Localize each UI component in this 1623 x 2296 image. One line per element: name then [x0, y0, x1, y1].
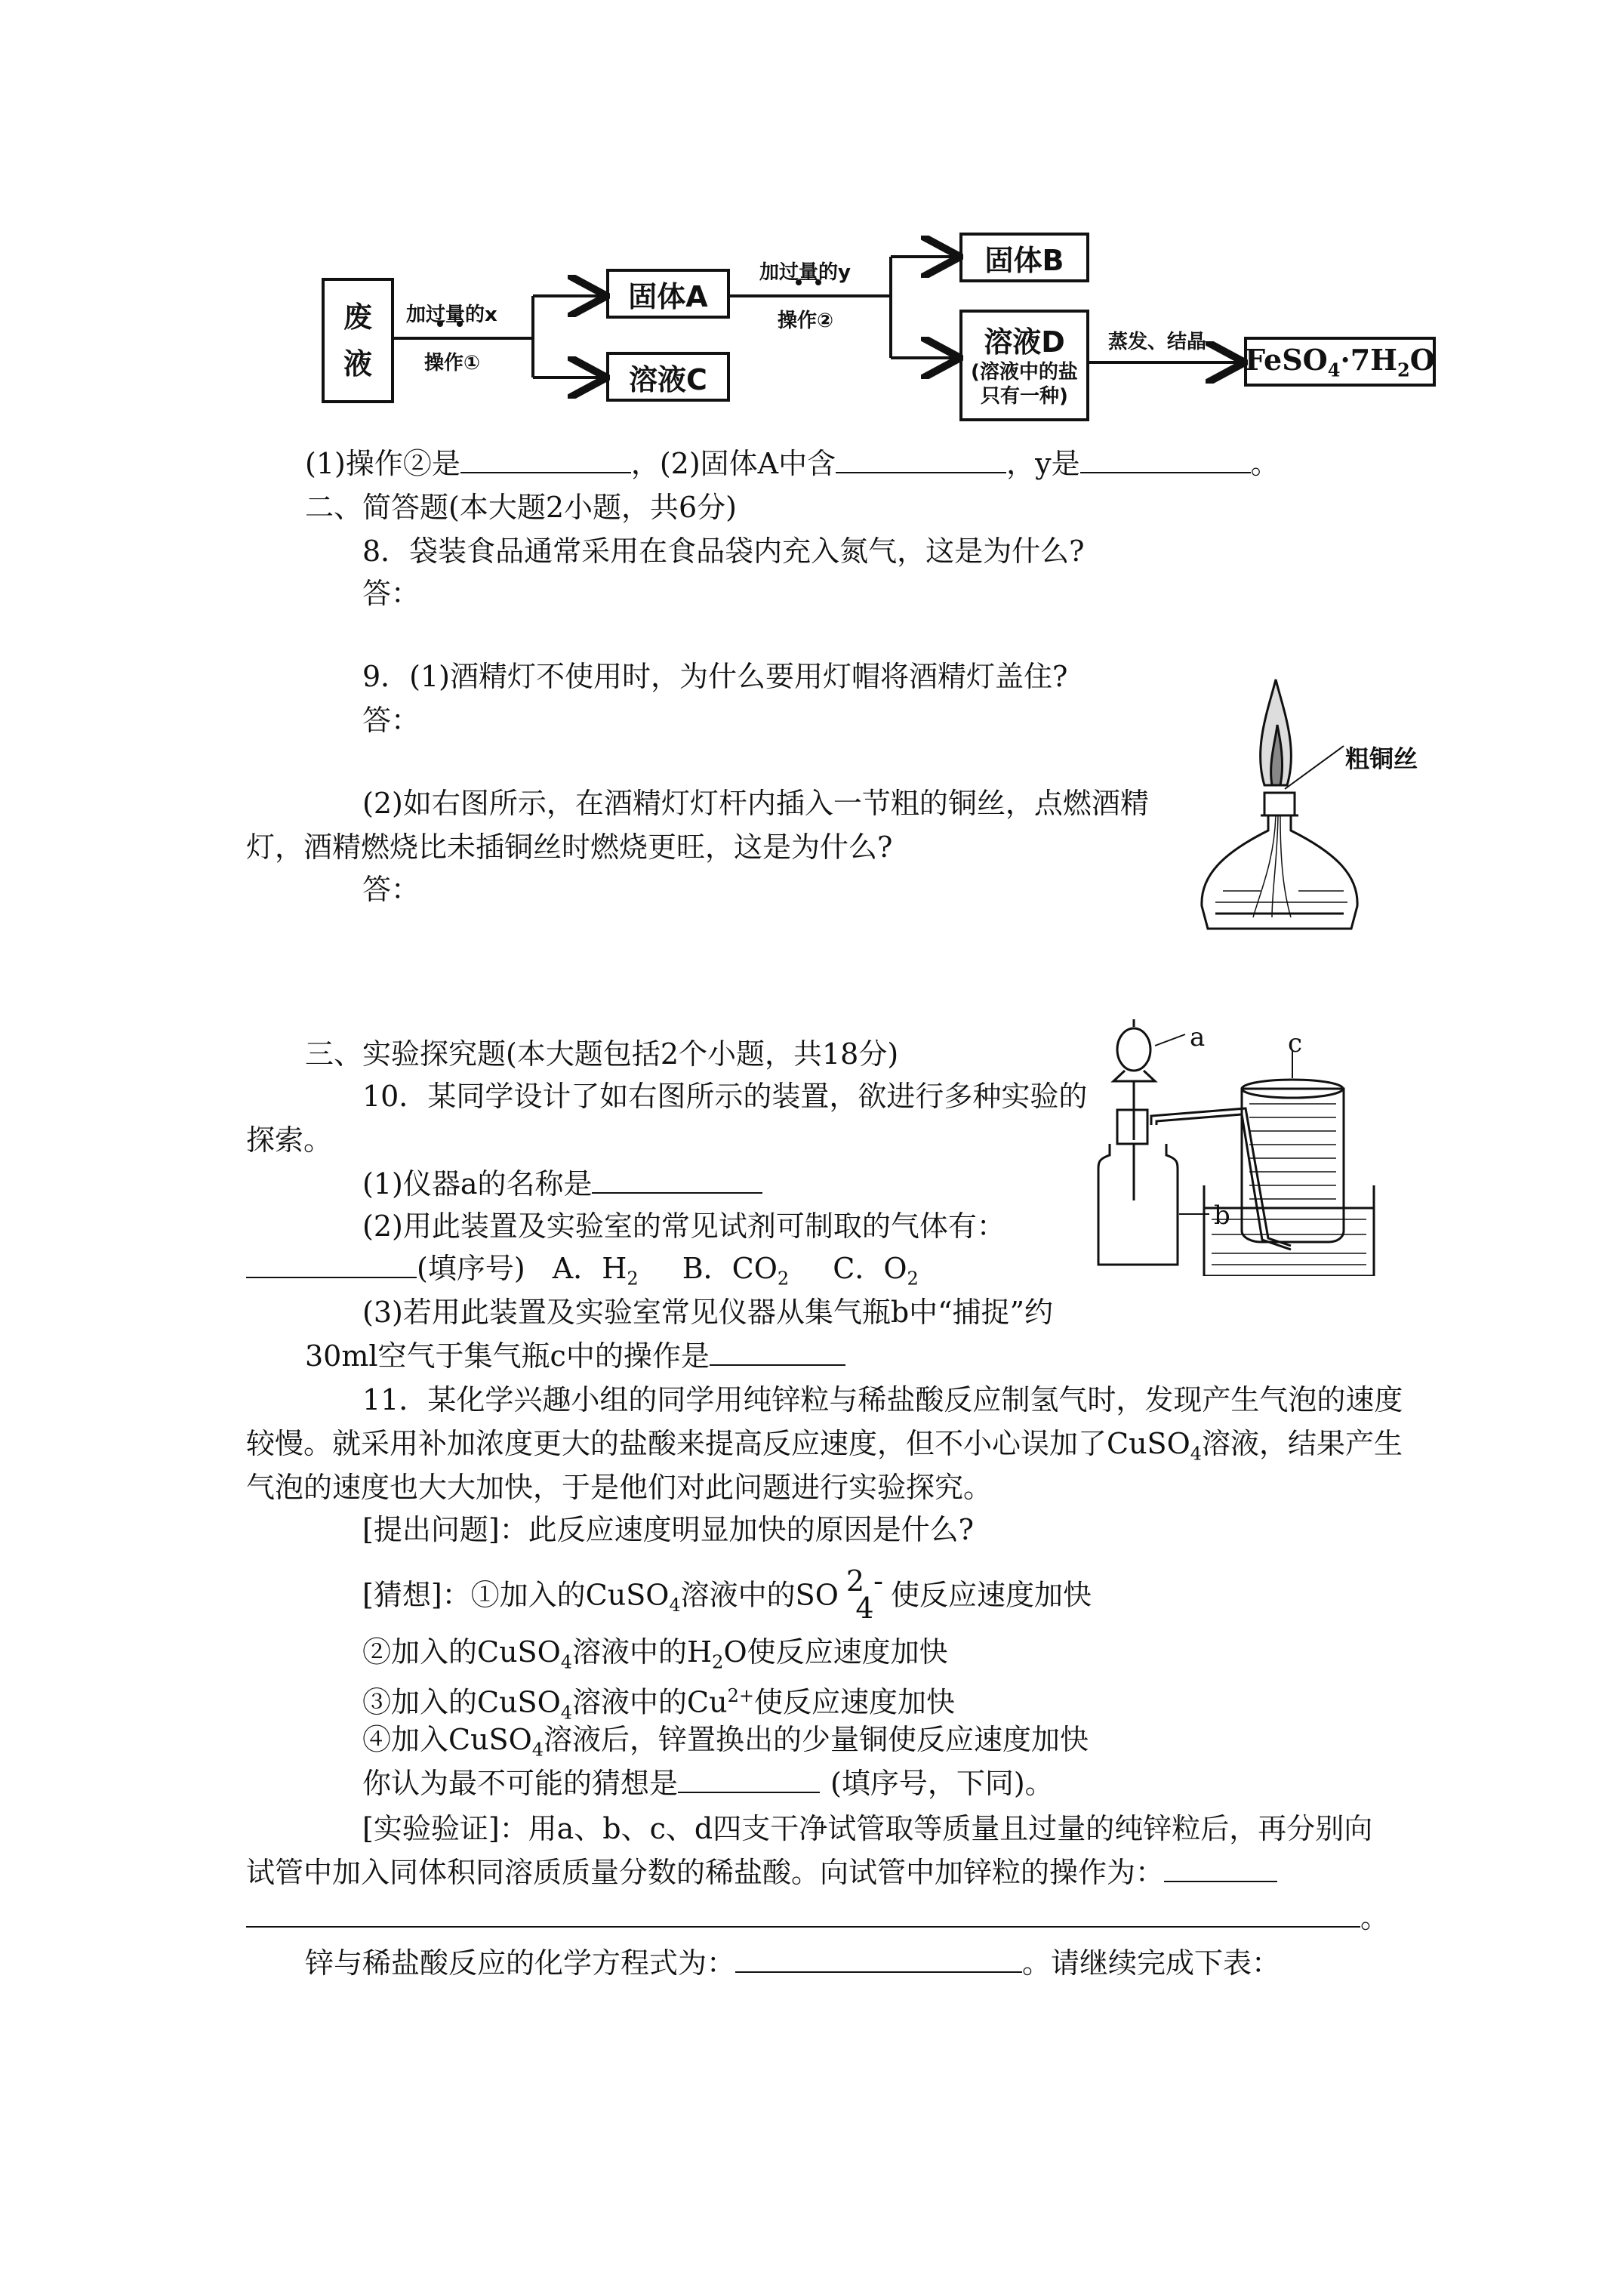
- q8-text: 8．袋装食品通常采用在食品袋内充入氮气，这是为什么?: [362, 535, 1085, 568]
- q9-2-text-a: (2)如右图所示，在酒精灯灯杆内插入一节粗的铜丝，点燃酒精: [362, 787, 1149, 820]
- waste-char-1: 废: [343, 300, 372, 334]
- verify-line-2: 。: [246, 1900, 1389, 1936]
- blank-least-likely[interactable]: [678, 1766, 820, 1793]
- blank-zinc-operation-2[interactable]: [246, 1900, 1360, 1928]
- solution-d-note-1: (溶液中的盐: [971, 361, 1078, 384]
- blank-operation2[interactable]: [460, 446, 631, 473]
- verify-text-a: [实验验证]：用a、b、c、d四支干净试管取等质量且过量的纯锌粒后，再分别向: [362, 1812, 1373, 1845]
- blank-gases[interactable]: [246, 1251, 417, 1278]
- blank-solid-a[interactable]: [836, 446, 1006, 473]
- q9-1-answer: 答：: [362, 704, 420, 737]
- waste-char-2: 液: [343, 347, 372, 381]
- section3-title: 三、实验探究题(本大题包括2个小题，共18分): [305, 1037, 899, 1071]
- step1-reagent: 加过量的x: [406, 304, 497, 326]
- step3-operation: 蒸发、结晶: [1108, 331, 1207, 353]
- blank-zinc-operation-1[interactable]: [1164, 1855, 1277, 1882]
- step1-operation: 操作①: [424, 352, 481, 374]
- q9-2-text-b: 灯，酒精燃烧比未插铜丝时燃烧更旺，这是为什么?: [246, 831, 893, 864]
- q10-text-b: 探索。: [246, 1123, 333, 1157]
- q8-answer: 答：: [362, 577, 420, 610]
- blank-capture-operation[interactable]: [710, 1339, 845, 1366]
- blank-equation[interactable]: [735, 1946, 1022, 1973]
- q9-2-answer: 答：: [362, 873, 420, 906]
- q11-text-b: 较慢。就采用补加浓度更大的盐酸来提高反应速度，但不小心误加了CuSO$_4$溶液，结果产生: [246, 1427, 1403, 1465]
- guess-1: [猜想]：①加入的CuSO$_4$溶液中的SO 2 - 4 使反应速度加快: [362, 1564, 1092, 1625]
- guess-3: ③加入的CuSO$_4$溶液中的$Cu^{2+}$使反应速度加快: [362, 1685, 955, 1724]
- q7-answer-line: (1)操作②是 ，(2)固体A中含 ，y是 。: [305, 447, 1280, 480]
- q10-3-b: 30ml空气于集气瓶c中的操作是: [305, 1338, 845, 1374]
- step2-reagent: 加过量的y: [759, 261, 851, 284]
- label-a: a: [1190, 1022, 1206, 1052]
- verify-text-b: 试管中加入同体积同溶质质量分数的稀盐酸。向试管中加锌粒的操作为：: [246, 1854, 1277, 1891]
- q10-2: (2)用此装置及实验室的常见试剂可制取的气体有：: [362, 1210, 1006, 1243]
- equation-line: 锌与稀盐酸反应的化学方程式为： 。请继续完成下表：: [305, 1946, 1281, 1980]
- q9-1-text: 9．(1)酒精灯不使用时，为什么要用灯帽将酒精灯盖住?: [362, 660, 1068, 693]
- least-likely-line: 你认为最不可能的猜想是 (填序号，下同)。: [362, 1767, 1054, 1800]
- step2-operation: 操作②: [778, 310, 834, 332]
- product-formula: $FeSO_4\cdot 7H_2O$: [1245, 342, 1435, 381]
- q10-text-a: 10．某同学设计了如右图所示的装置，欲进行多种实验的: [362, 1080, 1088, 1113]
- label-b: b: [1214, 1200, 1230, 1231]
- blank-instrument-a[interactable]: [592, 1166, 762, 1194]
- label-c: c: [1288, 1028, 1303, 1059]
- section2-title: 二、简答题(本大题2小题，共6分): [305, 491, 738, 524]
- guess-4: ④加入CuSO$_4$溶液后，锌置换出的少量铜使反应速度加快: [362, 1723, 1089, 1761]
- gas-apparatus-figure: [1087, 1019, 1419, 1276]
- solid-a-label: 固体A: [628, 279, 708, 313]
- alcohol-lamp-figure: [1193, 664, 1464, 944]
- solution-d-note-2: 只有一种): [981, 385, 1068, 408]
- q10-2-options: (填序号) A．$H_2$ B．$CO_2$ C．$O_2$: [246, 1250, 919, 1297]
- copper-wire-label: 粗铜丝: [1345, 744, 1418, 773]
- q11-text-c: 气泡的速度也大大加快，于是他们对此问题进行实验探究。: [246, 1471, 993, 1504]
- q10-1: (1)仪器a的名称是: [362, 1166, 762, 1202]
- q11-text-a: 11．某化学兴趣小组的同学用纯锌粒与稀盐酸反应制氢气时，发现产生气泡的速度: [362, 1383, 1403, 1416]
- solid-b-label: 固体B: [984, 243, 1064, 277]
- q11-question: [提出问题]：此反应速度明显加快的原因是什么?: [362, 1513, 975, 1546]
- guess-2: ②加入的CuSO$_4$溶液中的$H_2O$使反应速度加快: [362, 1635, 948, 1673]
- solution-c-label: 溶液C: [629, 362, 707, 396]
- solution-d-label: 溶液D: [984, 325, 1065, 359]
- q10-3-a: (3)若用此装置及实验室常见仪器从集气瓶b中“捕捉”约: [362, 1296, 1054, 1329]
- blank-y[interactable]: [1080, 446, 1251, 473]
